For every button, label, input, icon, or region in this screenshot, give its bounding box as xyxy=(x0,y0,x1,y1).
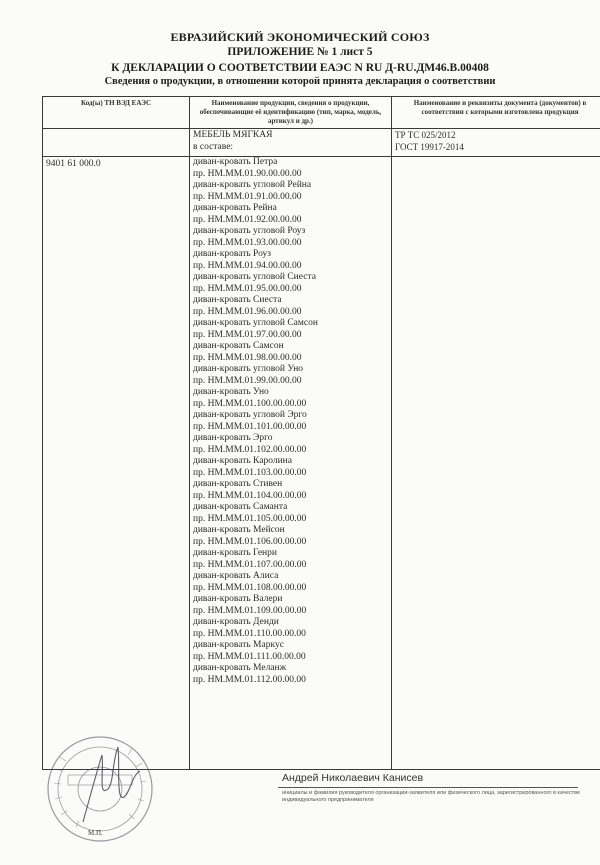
item-name: диван-кровать угловой Уно xyxy=(193,364,304,374)
seal-stamp xyxy=(28,727,188,842)
item-name: диван-кровать Саманта xyxy=(193,502,288,512)
item-number: пр. НМ.ММ.01.90.00.00.00 xyxy=(193,168,302,179)
product-name: МЕБЕЛЬ МЯГКАЯ xyxy=(193,130,273,140)
list-item xyxy=(193,249,388,272)
item-number: пр. НМ.ММ.01.104.00.00.00 xyxy=(193,490,307,501)
list-item xyxy=(193,318,388,341)
list-item xyxy=(193,663,388,686)
list-item xyxy=(193,341,388,364)
list-item xyxy=(193,571,388,594)
list-item xyxy=(193,387,388,410)
item-name: диван-кровать Уно xyxy=(193,387,269,397)
item-name: диван-кровать Денди xyxy=(193,617,279,627)
list-item xyxy=(193,502,388,525)
appendix-title: ПРИЛОЖЕНИЕ № 1 лист 5 xyxy=(227,46,373,58)
item-name: диван-кровать Эрго xyxy=(193,433,273,443)
item-number: пр. НМ.ММ.01.93.00.00.00 xyxy=(193,237,302,248)
item-number: пр. НМ.ММ.01.96.00.00.00 xyxy=(193,306,302,317)
item-number: пр. НМ.ММ.01.102.00.00.00 xyxy=(193,444,307,455)
item-number: пр. НМ.ММ.01.109.00.00.00 xyxy=(193,605,307,616)
item-number: пр. НМ.ММ.01.97.00.00.00 xyxy=(193,329,302,340)
item-name: диван-кровать Маркус xyxy=(193,640,284,650)
item-name: диван-кровать Каролина xyxy=(193,456,292,466)
signature-line xyxy=(278,787,578,788)
empty-code-cell xyxy=(43,129,190,157)
item-number: пр. НМ.ММ.01.111.00.00.00 xyxy=(193,651,306,662)
item-number: пр. НМ.ММ.01.105.00.00.00 xyxy=(193,513,307,524)
product-name-row xyxy=(43,129,600,157)
item-name: диван-кровать Петра xyxy=(193,157,278,167)
stamp-label: М.П. xyxy=(88,829,103,837)
list-item xyxy=(193,548,388,571)
union-title: ЕВРАЗИЙСКИЙ ЭКОНОМИЧЕСКИЙ СОЮЗ xyxy=(170,30,430,44)
items-cell xyxy=(190,157,392,770)
list-item xyxy=(193,364,388,387)
product-sub: в составе: xyxy=(193,141,234,152)
list-item xyxy=(193,433,388,456)
list-item xyxy=(193,640,388,663)
list-item xyxy=(193,180,388,203)
col-header-product: Наименование продукции, сведения о продукции, обеспечивающие её идентификацию (тип, марка, модель, артикул и др.) xyxy=(190,97,392,129)
declaration-title: К ДЕКЛАРАЦИИ О СООТВЕТСТВИИ ЕАЭС N RU Д-RU.ДМ46.В.00408 xyxy=(111,62,489,74)
item-number: пр. НМ.ММ.01.100.00.00.00 xyxy=(193,398,307,409)
products-table xyxy=(42,96,600,770)
item-name: диван-кровать угловой Самсон xyxy=(193,318,318,328)
empty-docs-cell xyxy=(392,157,600,770)
item-number: пр. НМ.ММ.01.92.00.00.00 xyxy=(193,214,302,225)
items-row xyxy=(43,157,600,770)
item-name: диван-кровать Роуз xyxy=(193,249,271,259)
item-number: пр. НМ.ММ.01.107.00.00.00 xyxy=(193,559,307,570)
item-number: пр. НМ.ММ.01.91.00.00.00 xyxy=(193,191,302,202)
item-name: диван-кровать Рейна xyxy=(193,203,277,213)
item-number: пр. НМ.ММ.01.103.00.00.00 xyxy=(193,467,307,478)
item-number: пр. НМ.ММ.01.101.00.00.00 xyxy=(193,421,307,432)
list-item xyxy=(193,456,388,479)
item-name: диван-кровать Стивен xyxy=(193,479,283,489)
item-number: пр. НМ.ММ.01.98.00.00.00 xyxy=(193,352,302,363)
product-name-cell xyxy=(190,129,392,157)
list-item xyxy=(193,295,388,318)
standards-cell xyxy=(392,129,600,157)
list-item xyxy=(193,410,388,433)
item-name: диван-кровать Самсон xyxy=(193,341,284,351)
item-number: пр. НМ.ММ.01.110.00.00.00 xyxy=(193,628,306,639)
item-name: диван-кровать Меланж xyxy=(193,663,287,673)
hs-code: 9401 61 000.0 xyxy=(46,159,101,169)
item-number: пр. НМ.ММ.01.106.00.00.00 xyxy=(193,536,307,547)
item-number: пр. НМ.ММ.01.112.00.00.00 xyxy=(193,674,306,685)
signer-note: инициалы и фамилия руководителя организации-заявителя или физического лица, зарегистрированного в качестве индивидуального предпринимателя xyxy=(282,790,581,803)
item-name: диван-кровать Генри xyxy=(193,548,277,558)
item-name: диван-кровать Алиса xyxy=(193,571,279,581)
list-item xyxy=(193,157,388,180)
item-name: диван-кровать угловой Роуз xyxy=(193,226,306,236)
item-name: диван-кровать Мейсон xyxy=(193,525,285,535)
list-item xyxy=(193,479,388,502)
item-name: диван-кровать угловой Рейна xyxy=(193,180,312,190)
products-subtitle: Сведения о продукции, в отношении которой принята декларация о соответствии xyxy=(104,76,496,87)
code-cell xyxy=(43,157,190,770)
standard-2: ГОСТ 19917-2014 xyxy=(395,141,464,152)
list-item xyxy=(193,226,388,249)
item-name: диван-кровать Валери xyxy=(193,594,283,604)
list-item xyxy=(193,203,388,226)
item-number: пр. НМ.ММ.01.95.00.00.00 xyxy=(193,283,302,294)
standard-1: ТР ТС 025/2012 xyxy=(395,130,456,140)
item-name: диван-кровать угловой Сиеста xyxy=(193,272,316,282)
item-name: диван-кровать угловой Эрго xyxy=(193,410,307,420)
col-header-code: Код(ы) ТН ВЭД ЕАЭС xyxy=(43,97,190,129)
item-number: пр. НМ.ММ.01.108.00.00.00 xyxy=(193,582,307,593)
item-number: пр. НМ.ММ.01.99.00.00.00 xyxy=(193,375,302,386)
signer-name: Андрей Николаевич Канисев xyxy=(282,772,424,784)
col-header-documents: Наименование и реквизиты документа (документов) в соответствии с которыми изготовлена продукция xyxy=(392,97,600,129)
list-item xyxy=(193,525,388,548)
list-item xyxy=(193,272,388,295)
table-header-row xyxy=(43,97,600,129)
document-header xyxy=(0,30,600,87)
item-number: пр. НМ.ММ.01.94.00.00.00 xyxy=(193,260,302,271)
item-name: диван-кровать Сиеста xyxy=(193,295,282,305)
list-item xyxy=(193,617,388,640)
list-item xyxy=(193,594,388,617)
